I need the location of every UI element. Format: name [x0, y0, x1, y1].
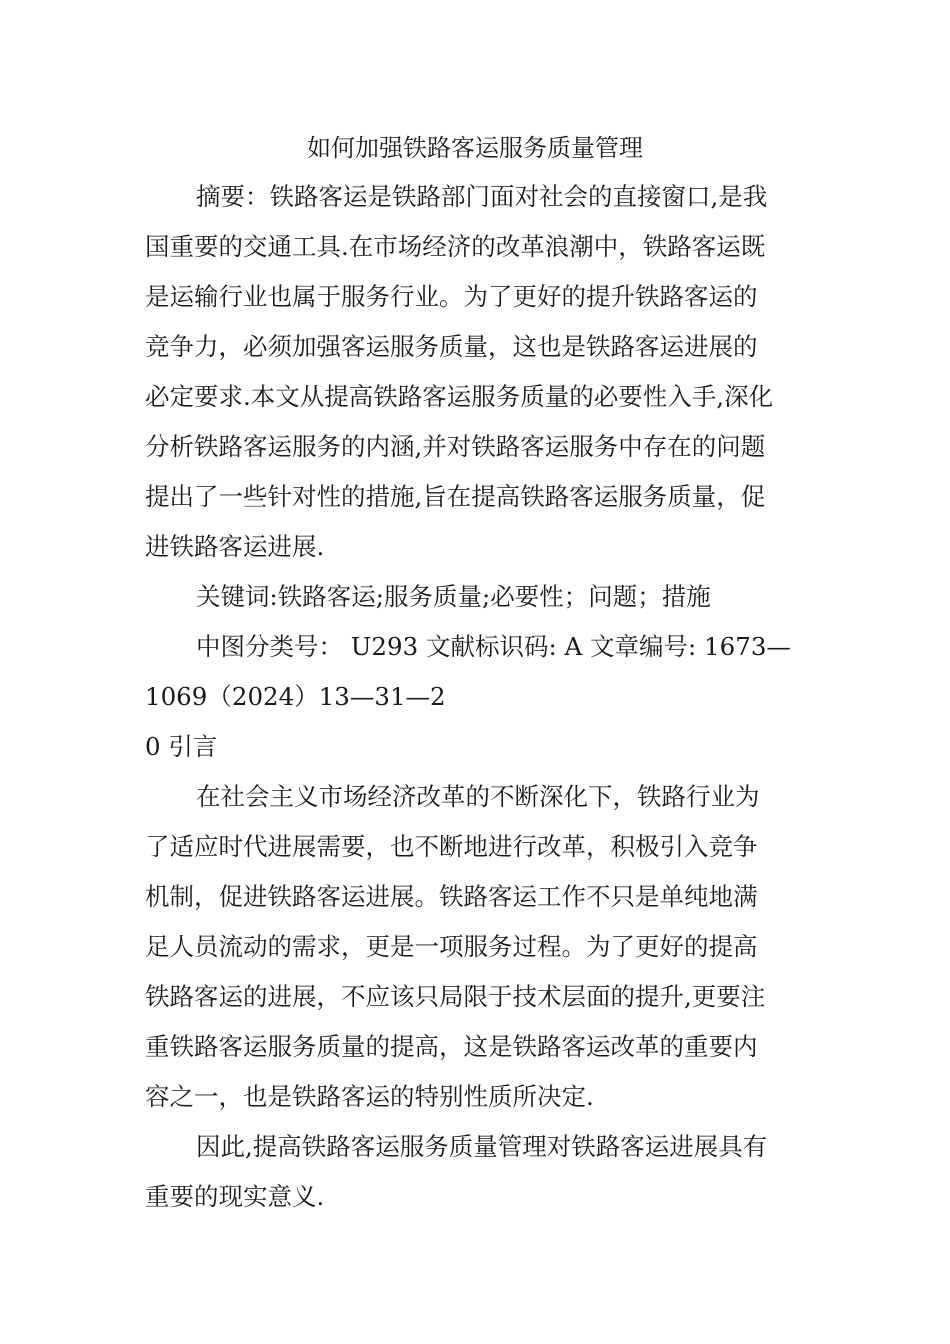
section-heading: 0 引言 — [145, 732, 218, 761]
abstract-line: 国重要的交通工具.在市场经济的改革浪潮中，铁路客运既 — [145, 232, 766, 261]
conclusion-line: 因此,提高铁路客运服务质量管理对铁路客运进展具有 — [196, 1132, 768, 1161]
classification-line: 1069（2024）13—31—2 — [145, 682, 446, 711]
intro-line: 重铁路客运服务质量的提高，这是铁路客运改革的重要内 — [145, 1032, 758, 1061]
intro-line: 容之一，也是铁路客运的特别性质所决定. — [145, 1082, 594, 1111]
document-title: 如何加强铁路客运服务质量管理 — [307, 134, 643, 162]
abstract-line: 提出了一些针对性的措施,旨在提高铁路客运服务质量，促 — [145, 482, 766, 511]
intro-line: 铁路客运的进展，不应该只局限于技术层面的提升,更要注 — [145, 982, 766, 1011]
abstract-line: 竞争力，必须加强客运服务质量，这也是铁路客运进展的 — [145, 332, 758, 361]
conclusion-line: 重要的现实意义. — [145, 1182, 325, 1211]
keywords-line: 关键词:铁路客运;服务质量;必要性；问题；措施 — [196, 582, 711, 611]
intro-line: 在社会主义市场经济改革的不断深化下，铁路行业为 — [196, 782, 760, 811]
abstract-line: 分析铁路客运服务的内涵,并对铁路客运服务中存在的问题 — [145, 432, 766, 461]
abstract-line: 是运输行业也属于服务行业。为了更好的提升铁路客运的 — [145, 282, 758, 311]
abstract-line: 必定要求.本文从提高铁路客运服务质量的必要性入手,深化 — [145, 382, 774, 411]
abstract-line: 摘要：铁路客运是铁路部门面对社会的直接窗口,是我 — [196, 182, 768, 211]
intro-line: 了适应时代进展需要，也不断地进行改革，积极引入竞争 — [145, 832, 758, 861]
intro-line: 足人员流动的需求，更是一项服务过程。为了更好的提高 — [145, 932, 758, 961]
intro-line: 机制，促进铁路客运进展。铁路客运工作不只是单纯地满 — [145, 882, 758, 911]
classification-line: 中图分类号： U293 文献标识码: A 文章编号: 1673— — [196, 632, 791, 661]
abstract-line: 进铁路客运进展. — [145, 532, 325, 561]
